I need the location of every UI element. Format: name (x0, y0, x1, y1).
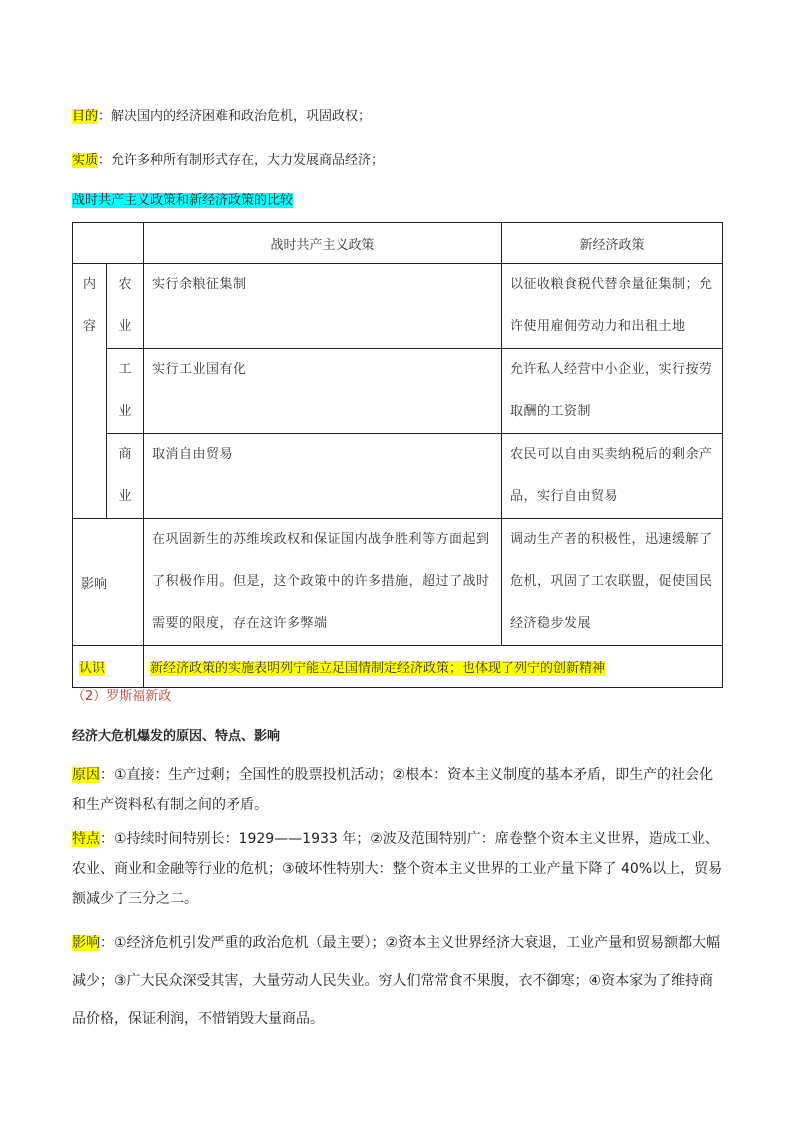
nep-impact-text: 调动生产者的积极性，迅速缓解了危机，巩固了工农联盟，促使国民经济稳步发展 (510, 532, 713, 631)
category-ind-1: 工 (118, 362, 132, 377)
compare-title (72, 192, 293, 210)
content-label-1: 内 (82, 277, 96, 292)
purpose-text: ：解决国内的经济困难和政治危机，巩固政权； (98, 109, 372, 124)
war-agri-text: 实行余粮征集制 (152, 277, 247, 292)
nep-agriculture (502, 264, 723, 349)
feature-label: 特点 (72, 831, 100, 847)
war-com-text: 取消自由贸易 (152, 447, 234, 462)
cause-paragraph (72, 760, 727, 820)
cognition-text: 新经济政策的实施表明列宁能立足国情制定经济政策；也体现了列宁的创新精神 (150, 661, 606, 676)
purpose-label: 目的 (72, 109, 99, 124)
war-ind-text: 实行工业国有化 (152, 362, 247, 377)
war-communism-industry (144, 349, 502, 434)
table-row (73, 646, 723, 688)
category-ind-2: 业 (118, 404, 132, 419)
category-cell-industry (107, 349, 144, 434)
content-label-2: 容 (82, 319, 96, 334)
essence-label: 实质 (72, 153, 99, 168)
table-row (73, 349, 723, 434)
cognition-label-cell (73, 646, 144, 688)
header-empty-cell (73, 223, 144, 264)
essence-text: ：允许多种所有制形式存在，大力发展商品经济； (98, 153, 385, 168)
cognition-label: 认识 (79, 661, 106, 676)
category-com-2: 业 (118, 489, 132, 504)
impact-label: 影响 (73, 519, 144, 646)
category-cell-agriculture (107, 264, 144, 349)
cognition-cell (144, 646, 723, 688)
compare-title-text: 战时共产主义政策和新经济政策的比较 (72, 193, 294, 208)
content-label-cell (73, 264, 107, 519)
category-com-1: 商 (118, 447, 132, 462)
category-agri-2: 业 (118, 319, 132, 334)
cause-text: ：①直接：生产过剩；全国性的股票投机活动；②根本：资本主义制度的基本矛盾，即生产的社会化和生产资料私有制之间的矛盾。 (72, 767, 714, 813)
table-row (73, 434, 723, 519)
purpose-line (72, 108, 371, 126)
table-header-row (73, 223, 723, 264)
nep-com-text: 农民可以自由买卖纳税后的剩余产品，实行自由贸易 (510, 447, 713, 504)
nep-impact (502, 519, 723, 646)
table-row (73, 519, 723, 646)
header-nep: 新经济政策 (502, 223, 723, 264)
feature-text: ：①持续时间特别长：1929——1933 年；②波及范围特别广：席卷整个资本主义世界，造成工业、农业、商业和金融等行业的危机；③破坏性特别大：整个资本主义世界的工业产量下降了 40%以上，贸易额减少了三分之二。 (72, 831, 723, 907)
nep-industry (502, 349, 723, 434)
nep-ind-text: 允许私人经营中小企业，实行按劳取酬的工资制 (510, 362, 713, 419)
war-communism-commerce (144, 434, 502, 519)
influence-label: 影响 (72, 935, 100, 951)
nep-commerce (502, 434, 723, 519)
section-heading-roosevelt: （2）罗斯福新政 (72, 689, 172, 704)
comparison-table (72, 222, 723, 688)
nep-agri-text: 以征收粮食税代替余量征集制；允许使用雇佣劳动力和出租土地 (510, 277, 713, 334)
crisis-title: 经济大危机爆发的原因、特点、影响 (72, 729, 281, 744)
war-communism-agriculture (144, 264, 502, 349)
influence-text: ：①经济危机引发严重的政治危机（最主要）；②资本主义世界经济大衰退，工业产量和贸易额都大幅减少；③广大民众深受其害，大量劳动人民失业。穷人们常常食不果腹，衣不御寒；④资本家为了维持商品价格，保证利润，不惜销毁大量商品。 (72, 935, 721, 1027)
essence-line (72, 152, 384, 170)
feature-paragraph (72, 824, 727, 914)
war-impact-text: 在巩固新生的苏维埃政权和保证国内战争胜利等方面起到了积极作用。但是，这个政策中的许多措施，超过了战时需要的限度，存在这许多弊端 (152, 532, 490, 631)
category-agri-1: 农 (118, 277, 132, 292)
war-communism-impact (144, 519, 502, 646)
category-cell-commerce (107, 434, 144, 519)
influence-paragraph (72, 924, 727, 1038)
header-war-communism: 战时共产主义政策 (144, 223, 502, 264)
table-row (73, 264, 723, 349)
cause-label: 原因 (72, 767, 100, 783)
